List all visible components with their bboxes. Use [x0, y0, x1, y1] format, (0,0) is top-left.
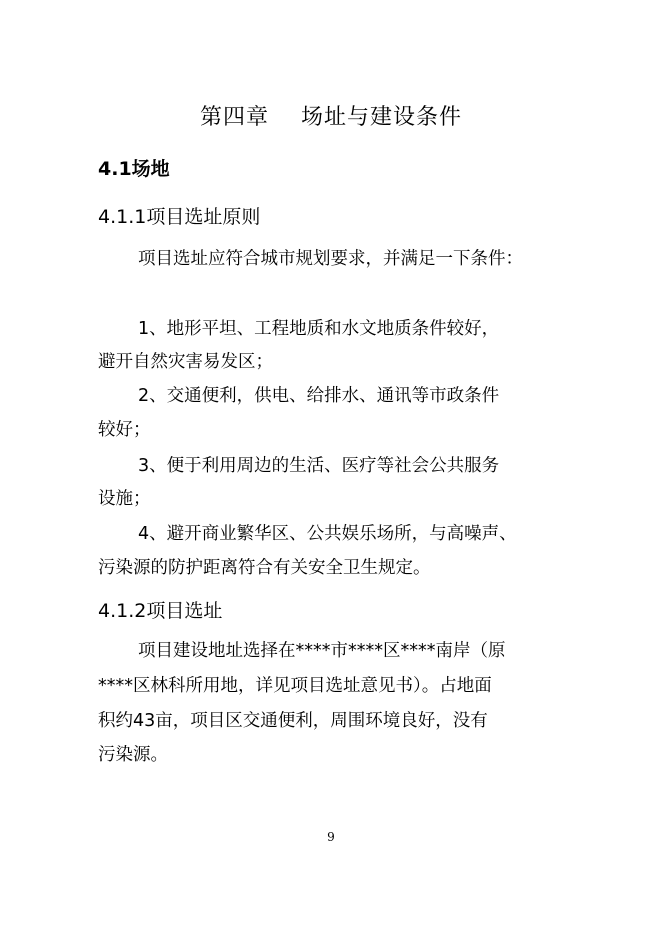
principle-item-2-line-1: 2、交通便利，供电、给排水、通讯等市政条件 [138, 386, 500, 406]
principle-item-3-line-1: 3、便于利用周边的生活、医疗等社会公共服务 [138, 456, 500, 476]
site-paragraph-line-1: 项目建设地址选择在****市****区****南岸（原 [138, 641, 506, 661]
principle-item-2-line-2: 较好； [98, 420, 151, 440]
site-paragraph-line-4: 污染源。 [98, 745, 168, 765]
site-paragraph-line-3: 积约43亩，项目区交通便利，周围环境良好，没有 [98, 711, 488, 731]
subsection-title-site-selection: 4.1.2项目选址 [98, 600, 223, 622]
section-title: 4.1场地 [98, 158, 170, 180]
page-number: 9 [327, 830, 335, 844]
subsection-title-site-principles: 4.1.1项目选址原则 [98, 206, 261, 228]
principle-item-1-line-2: 避开自然灾害易发区； [98, 352, 273, 372]
principle-item-1-line-1: 1、地形平坦、工程地质和水文地质条件较好， [138, 319, 500, 339]
principle-item-4-line-1: 4、避开商业繁华区、公共娱乐场所，与高噪声、 [138, 524, 517, 544]
chapter-title: 第四章 场址与建设条件 [200, 105, 462, 130]
principle-item-4-line-2: 污染源的防护距离符合有关安全卫生规定。 [98, 558, 431, 578]
site-paragraph-line-2: ****区林科所用地，详见项目选址意见书）。占地面 [98, 676, 492, 696]
principles-intro: 项目选址应符合城市规划要求，并满足一下条件： [138, 249, 523, 269]
principle-item-3-line-2: 设施； [98, 489, 151, 509]
